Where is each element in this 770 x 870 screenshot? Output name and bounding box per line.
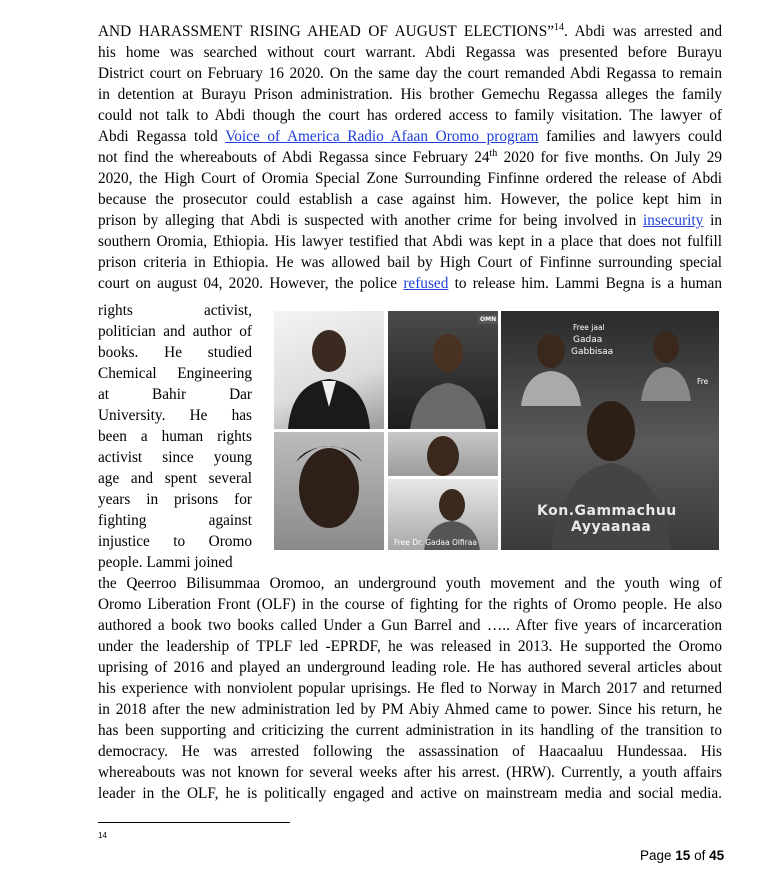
text-line: in detention at Burayu Prison administration. His brother Gemechu Regassa alleges the family [98, 86, 722, 103]
text-line: not find the whereabouts of Abdi Regassa since February 24th 2020 for five months. On July 29 [98, 147, 722, 166]
text-line: 2020, the High Court of Oromia Special Zone Surrounding Finfinne ordered the release of Abdi [98, 170, 722, 187]
text-line: University. He has [98, 407, 252, 424]
text-line: democracy. He was arrested following the assassination of Haacaaluu Hundessaa. His [98, 743, 722, 760]
footnote-separator [98, 822, 290, 823]
text-line: books. He studied [98, 344, 252, 361]
text-line: court on august 04, 2020. However, the police refused to release him. Lammi Begna is a human [98, 275, 722, 292]
text-line: at Bahir Dar [98, 386, 252, 403]
text-line: because the prosecutor could establish a case against him. However, the police kept him in [98, 191, 722, 208]
text-line: in 2018 after the new administration led by PM Abiy Ahmed came to power. Since his return, he [98, 701, 722, 718]
text-line: politician and author of [98, 323, 252, 340]
page-number: Page 15 of 45 [640, 848, 725, 863]
voa-link[interactable]: Voice of America Radio Afaan Oromo program [225, 128, 539, 145]
text-line: Abdi Regassa told Voice of America Radio Afaan Oromo program families and lawyers could [98, 128, 722, 145]
caption-ayyaanaa: Ayyaanaa [571, 519, 652, 535]
text-line: people. Lammi joined [98, 554, 233, 571]
text-line: Chemical Engineering [98, 365, 252, 382]
text-line: his experience with nonviolent popular uprisings. He fled to Norway in March 2017 and returned [98, 680, 722, 697]
text-line: prison criteria in Ethiopia. He was allowed bail by High Court of Finfinne surrounding special [98, 254, 722, 271]
caption-free-jaal: Free jaal [573, 323, 605, 332]
text-line: AND HARASSMENT RISING AHEAD OF AUGUST ELECTIONS”$^{14}$. Abdi was arrested and [98, 21, 722, 40]
caption-gadaa: Gadaa [573, 335, 603, 345]
footnote-ref[interactable]: 14 [554, 21, 564, 33]
text-line: been a human rights [98, 428, 252, 445]
text-line: years in prisons for [98, 491, 252, 508]
text-line: prison by alleging that Abdi is suspected with another crime for being involved in insecurity in [98, 212, 722, 229]
photo-gadaa-olfiraa [388, 479, 498, 550]
text-line: leader in the OLF, he is politically engaged and active on mainstream media and social media. [98, 785, 722, 802]
caption-gabbisaa: Gabbisaa [571, 347, 614, 357]
text-line: under the leadership of TPLF led -EPRDF, he was released in 2013. He supported the Oromo [98, 638, 722, 655]
text-line: rights activist, [98, 302, 252, 319]
text-line: fighting against [98, 512, 252, 529]
caption-fre: Fre [697, 377, 709, 386]
photo-man-closeup [274, 432, 384, 550]
text-line: authored a book two books called Under a Gun Barrel and ….. After five years of incarceration [98, 617, 722, 634]
footnote-number: 14 [98, 831, 107, 840]
text-line: age and spent several [98, 470, 252, 487]
text-line: the Qeerroo Bilisummaa Oromoo, an underground youth movement and the youth wing of [98, 575, 722, 592]
text-line: has been supporting and criticizing the current administration in its handling of the transition to [98, 722, 722, 739]
text-line: injustice to Oromo [98, 533, 252, 550]
photo-man-smiling [388, 432, 498, 476]
photo-man-studio [388, 311, 498, 429]
photo-collage [274, 311, 719, 550]
text-line: southern Oromia, Ethiopia. His lawyer testified that Abdi was kept in a place that does not fulfill [98, 233, 722, 250]
text-line: activist since young [98, 449, 252, 466]
text-line: whereabouts was not known for several weeks after his arrest. (HRW). Currently, a youth affairs [98, 764, 722, 781]
photo-gammachuu [501, 311, 719, 550]
insecurity-link[interactable]: insecurity [643, 212, 704, 229]
channel-logo: OMN [480, 316, 497, 323]
text-line: his home was searched without court warrant. Abdi Regassa was presented before Burayu [98, 44, 722, 61]
text-line: District court on February 16 2020. On the same day the court remanded Abdi Regassa to remain [98, 65, 722, 82]
text-line: Oromo Liberation Front (OLF) in the course of fighting for the rights of Oromo people. He also [98, 596, 722, 613]
refused-link[interactable]: refused [403, 275, 449, 292]
text-line: uprising of 2016 and played an underground leading role. He has authored several articles about [98, 659, 722, 676]
caption-gadaa-olfiraa: Free Dr. Gadaa Olfiraa [394, 538, 477, 547]
text-line: could not talk to Abdi though the court has ordered access to family visitation. The lawyer of [98, 107, 722, 124]
photo-man-suit [274, 311, 384, 429]
caption-gammachuu: Kon.Gammachuu [537, 503, 677, 519]
